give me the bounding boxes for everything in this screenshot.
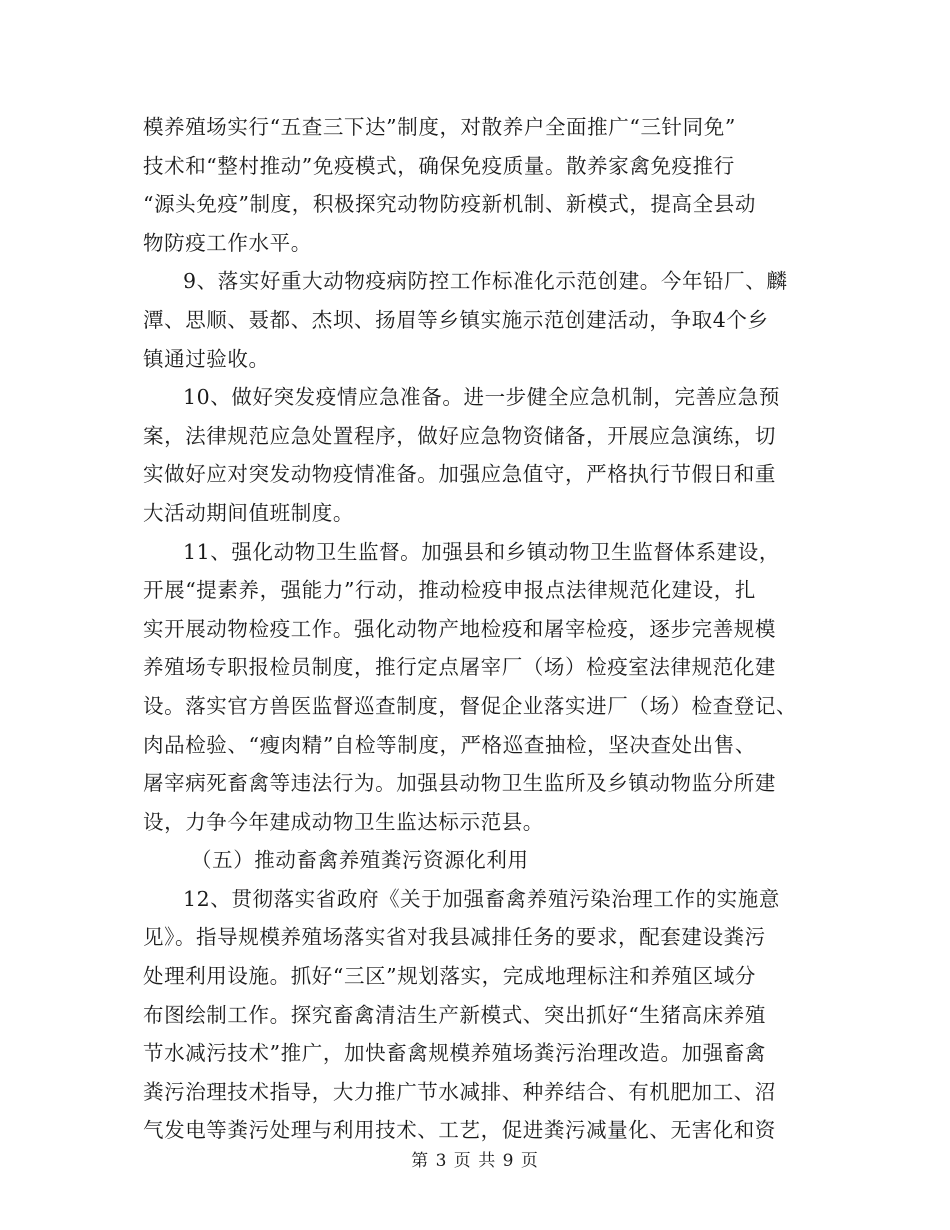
text-line: 粪污治理技术指导，大力推广节水减排、种养结合、有机肥加工、沼: [143, 1079, 776, 1104]
text-line: 布图绘制工作。探究畜禽清洁生产新模式、突出抓好“生猪高床养殖: [143, 1002, 766, 1027]
paragraph-9-start: 9、落实好重大动物疫病防控工作标准化示范创建。今年铅厂、麟: [183, 269, 788, 294]
text-line: 开展“提素养，强能力”行动，推动检疫申报点法律规范化建设，扎: [143, 578, 756, 603]
text-line: 实做好应对突发动物疫情准备。加强应急值守，严格执行节假日和重: [143, 462, 776, 487]
text-line: 模养殖场实行“五查三下达”制度，对散养户全面推广“三针同免”: [143, 115, 736, 139]
section-heading: （五）推动畜禽养殖粪污资源化利用: [191, 848, 529, 873]
text-line: 镇通过验收。: [143, 346, 270, 371]
text-line: 肉品检验、“瘦肉精”自检等制度，严格巡查抽检，坚决查处出售、: [143, 732, 756, 757]
text-line: 屠宰病死畜禽等违法行为。加强县动物卫生监所及乡镇动物监分所建: [143, 771, 776, 796]
text-line: 案，法律规范应急处置程序，做好应急物资储备，开展应急演练，切: [143, 423, 776, 448]
text-line: 处理利用设施。抓好“三区”规划落实，完成地理标注和养殖区域分: [143, 964, 756, 989]
paragraph-12-start: 12、贯彻落实省政府《关于加强畜禽养殖污染治理工作的实施意: [183, 886, 780, 911]
text-line: 实开展动物检疫工作。强化动物产地检疫和屠宰检疫，逐步完善规模: [143, 616, 776, 641]
page-number-footer: 第 3 页 共 9 页: [411, 1151, 539, 1171]
paragraph-10-start: 10、做好突发疫情应急准备。进一步健全应急机制，完善应急预: [183, 385, 780, 410]
text-line: 节水减污技术”推广，加快畜禽规模养殖场粪污治理改造。加强畜禽: [143, 1041, 766, 1066]
text-line: “源头免疫”制度，积极探究动物防疫新机制、新模式，提高全县动: [143, 192, 756, 217]
text-line: 设。落实官方兽医监督巡查制度，督促企业落实进厂（场）检查登记、: [143, 693, 798, 718]
text-line: 设，力争今年建成动物卫生监达标示范县。: [143, 809, 544, 834]
text-line: 见》。指导规模养殖场落实省对我县减排任务的要求，配套建设粪污: [143, 925, 766, 950]
text-line: 技术和“整村推动”免疫模式，确保免疫质量。散养家禽免疫推行: [143, 153, 735, 178]
text-line: 潭、思顺、聂都、杰坝、扬眉等乡镇实施示范创建活动，争取4个乡: [143, 307, 769, 332]
paragraph-11-start: 11、强化动物卫生监督。加强县和乡镇动物卫生监督体系建设，: [183, 539, 780, 564]
text-line: 物防疫工作水平。: [143, 230, 312, 255]
text-line: 大活动期间值班制度。: [143, 500, 354, 525]
text-line: 气发电等粪污处理与利用技术、工艺，促进粪污减量化、无害化和资: [143, 1118, 776, 1143]
document-body: [143, 108, 807, 1150]
text-line: 养殖场专职报检员制度，推行定点屠宰厂（场）检疫室法律规范化建: [143, 655, 776, 680]
